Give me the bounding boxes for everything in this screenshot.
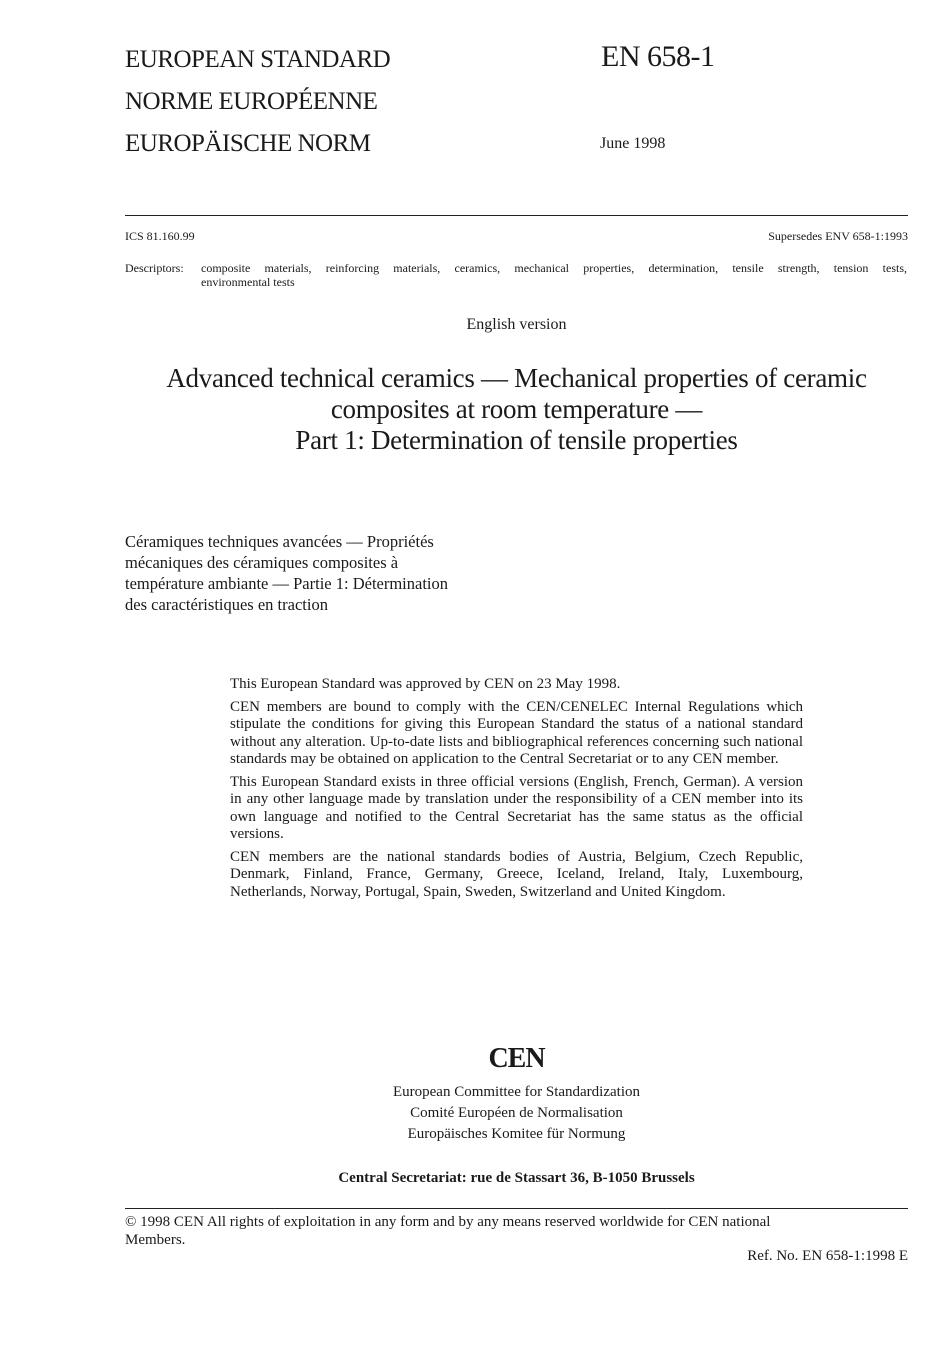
approval-paragraph: CEN members are the national standards bodies of Austria, Belgium, Czech Republic, Denmark, Finland, France, Germany, Greece, Iceland, Ireland, Italy, Luxembourg, Netherlands, Norway, Portugal, Spain, Sweden, Switzerland and United Kingdom.	[230, 848, 803, 900]
french-title-line: des caractéristiques en traction	[125, 595, 328, 614]
descriptors-label: Descriptors:	[125, 261, 184, 275]
approval-paragraph: This European Standard was approved by CEN on 23 May 1998.	[230, 676, 621, 692]
organization-name-french: Comité Européen de Normalisation	[410, 1105, 623, 1121]
standard-type-french: NORME EUROPÉENNE	[125, 88, 378, 115]
french-title-line: Céramiques techniques avancées — Propriétés	[125, 532, 434, 551]
organization-name-english: European Committee for Standardization	[392, 1084, 640, 1100]
copyright-line: © 1998 CEN All rights of exploitation in any form and by any means reserved worldwide for CEN national	[125, 1214, 771, 1230]
document-title	[110, 363, 923, 456]
title-line: composites at room temperature —	[330, 394, 703, 424]
standard-number: EN 658-1	[601, 40, 715, 73]
reference-number: Ref. No. EN 658-1:1998 E	[747, 1248, 908, 1264]
approval-paragraph: CEN members are bound to comply with the CEN/CENELEC Internal Regulations which stipulate the conditions for giving this European Standard the status of a national standard without any alteration. Up-to-date lists and bibliographical references concerning such national standards may be obtained on application to the Central Secretariat or to any CEN member.	[230, 698, 803, 767]
copyright-line: Members.	[125, 1232, 186, 1248]
publication-date: June 1998	[600, 135, 666, 152]
french-title	[125, 531, 448, 615]
french-title-line: température ambiante — Partie 1: Détermination	[125, 574, 449, 593]
title-line: Advanced technical ceramics — Mechanical properties of ceramic	[166, 363, 867, 393]
header-divider	[125, 215, 908, 216]
supersedes-note: Supersedes ENV 658-1:1993	[768, 229, 908, 243]
french-title-line: mécaniques des céramiques composites à	[125, 553, 399, 572]
version-label: English version	[466, 316, 567, 333]
organization-name-german: Europäisches Komitee für Normung	[407, 1126, 626, 1142]
copyright-notice	[125, 1213, 770, 1249]
descriptors-line-2: environmental tests	[201, 275, 295, 289]
cen-logo: CEN	[488, 1043, 545, 1074]
secretariat-address: Central Secretariat: rue de Stassart 36, B-1050 Brussels	[338, 1170, 695, 1186]
footer-divider	[125, 1208, 908, 1209]
descriptors-line-1: composite materials, reinforcing materials, ceramics, mechanical properties, determination, tensile strength, tension tests,	[201, 261, 907, 275]
title-line: Part 1: Determination of tensile properties	[295, 425, 738, 455]
approval-block	[230, 676, 803, 906]
approval-paragraph: This European Standard exists in three official versions (English, French, German). A version in any other language made by translation under the responsibility of a CEN member into its own language and notified to the Central Secretariat has the same status as the official versions.	[230, 773, 803, 842]
standard-type-german: EUROPÄISCHE NORM	[125, 130, 371, 157]
standard-type-english: EUROPEAN STANDARD	[125, 46, 391, 73]
ics-code: ICS 81.160.99	[125, 229, 195, 243]
